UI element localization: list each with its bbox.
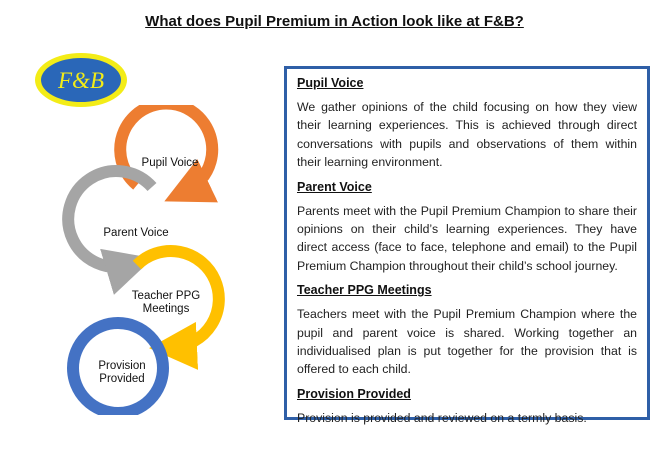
section-heading-pupil-voice: Pupil Voice: [297, 76, 364, 90]
section-body-teacher-ppg: Teachers meet with the Pupil Premium Champion where the pupil and parent voice is shared. Working together an individualised plan is put together for the provision that is offered to each child.: [297, 307, 637, 377]
stage-label-pupil-voice: Pupil Voice: [141, 157, 199, 169]
page-title: What does Pupil Premium in Action look like at F&B?: [145, 13, 524, 30]
section-body-provision: Provision is provided and reviewed on a termly basis.: [297, 410, 587, 425]
section-body-pupil-voice: We gather opinions of the child focusing on how they view their learning experiences. This is achieved through direct conversations with pupils and observations of them within their learning environment.: [297, 100, 637, 170]
section-body-parent-voice: Parents meet with the Pupil Premium Champion to share their opinions on their child’s learning experiences. They have direct access (face to face, telephone and email) to the Pupil Premium Champion throughout their child’s school journey.: [297, 203, 637, 273]
section-heading-teacher-ppg: Teacher PPG Meetings: [297, 283, 432, 298]
section-heading-parent-voice: Parent Voice: [297, 179, 372, 194]
stage-label-parent-voice: Parent Voice: [103, 227, 169, 239]
info-panel: [284, 66, 650, 425]
cycle-diagram: [60, 105, 240, 415]
logo-text: F&B: [58, 68, 104, 93]
stage-label-teacher-ppg: Teacher PPG Meetings: [131, 290, 201, 315]
section-heading-provision: Provision Provided: [297, 386, 411, 401]
fb-logo: [33, 51, 129, 109]
stage-label-provision: Provision Provided: [98, 360, 146, 385]
cycle-arrow-parent-voice: [68, 171, 152, 267]
